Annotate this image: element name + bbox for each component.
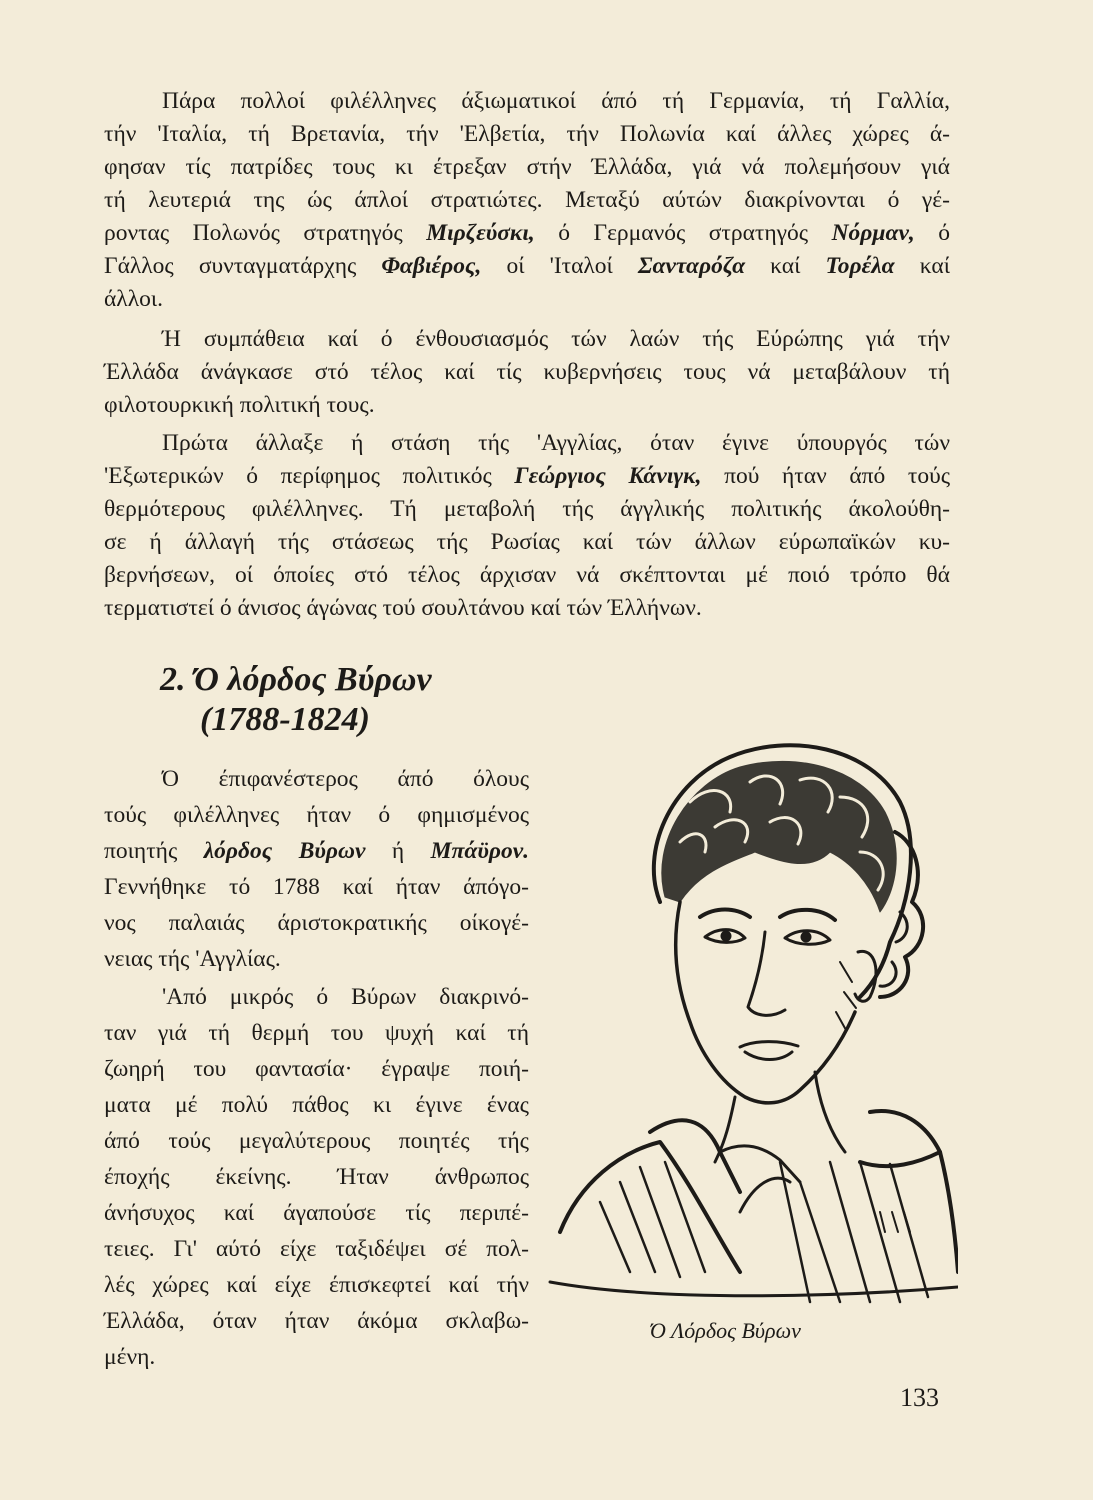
p5-line-10: Έλλάδα, όταν ήταν άκόμα σκλαβω- (104, 1308, 529, 1334)
text-run: Γάλλος συνταγματάρχης (104, 253, 357, 279)
p5-line-2: ταν γιά τή θερμή του ψυχή καί τή (104, 1020, 529, 1046)
portrait-illustration (540, 712, 958, 1312)
p4-line-5: νος παλαιάς άριστοκρατικής οίκογέ- (104, 910, 529, 936)
p1-line-7: άλλοι. (104, 286, 164, 312)
p2-line-1: Ή συμπάθεια καί ό ένθουσιασμός τών λαών τής Εύρώπης γιά τήν (162, 326, 950, 352)
p1-line-1: Πάρα πολλοί φιλέλληνες άξιωματικοί άπό τή Γερμανία, τή Γαλλία, (162, 88, 950, 114)
section-title: Ό λόρδος Βύρων (194, 661, 432, 698)
text-run: ή (391, 838, 405, 864)
text-run: ποιητής (104, 838, 178, 864)
p3-line-4: σε ή άλλαγή τής στάσεως τής Ρωσίας καί τών άλλων εύρωπαϊκών κυ- (104, 529, 950, 555)
p4-line-2: τούς φιλέλληνες ήταν ό φημισμένος (104, 802, 529, 828)
p5-line-6: έποχής έκείνης. Ήταν άνθρωπος (104, 1164, 529, 1190)
text-run: 'Εξωτερικών ό περίφημος πολιτικός (104, 463, 492, 489)
p5-line-3: ζωηρή του φαντασία· έγραψε ποιή- (104, 1056, 529, 1082)
figure-caption: Ό Λόρδος Βύρων (650, 1318, 801, 1343)
text-run: καί (919, 253, 951, 279)
p5-line-4: ματα μέ πολύ πάθος κι έγινε ένας (104, 1092, 529, 1118)
name-torela: Τορέλα (825, 253, 895, 279)
p2-line-2: Έλλάδα άνάγκασε στό τέλος καί τίς κυβερνήσεις τους νά μεταβάλουν τή (104, 359, 950, 385)
p1-line-6 (104, 251, 950, 281)
text-run: καί (770, 253, 801, 279)
section-number: 2. (160, 661, 186, 698)
p4-line-4: Γεννήθηκε τό 1788 καί ήταν άπόγο- (104, 874, 529, 900)
page-number: 133 (900, 1383, 939, 1412)
p3-line-1: Πρώτα άλλαξε ή στάση τής 'Αγγλίας, όταν έγινε ύπουργός τών (162, 430, 950, 456)
p1-line-2: τήν 'Ιταλία, τή Βρετανία, τήν 'Ελβετία, τήν Πολωνία καί άλλες χώρες ά- (104, 121, 950, 147)
p4-line-1: Ό έπιφανέστερος άπό όλους (162, 766, 529, 792)
text-run: ροντας Πολωνός στρατηγός (104, 220, 403, 246)
name-mirzeyski: Μιρζεύσκι, (426, 220, 535, 246)
p3-line-6: τερματιστεί ό άνισος άγώνας τού σουλτάνου καί τών Έλλήνων. (104, 595, 702, 621)
p5-line-11: μένη. (104, 1344, 156, 1370)
p3-line-3: θερμότερους φιλέλληνες. Τή μεταβολή τής άγγλικής πολιτικής άκολούθη- (104, 496, 950, 522)
p5-line-9: λές χώρες καί είχε έπισκεφτεί καί τήν (104, 1272, 529, 1298)
text-run: οί 'Ιταλοί (506, 253, 613, 279)
p1-line-3: φησαν τίς πατρίδες τους κι έτρεξαν στήν Έλλάδα, γιά νά πολεμήσουν γιά (104, 154, 950, 180)
name-norman: Νόρμαν, (831, 220, 915, 246)
p1-line-4: τή λευτεριά της ώς άπλοί στρατιώτες. Μεταξύ αύτών διακρίνονται ό γέ- (104, 187, 950, 213)
text-run: ό (938, 220, 950, 246)
p4-line-3 (104, 836, 529, 866)
p5-line-7: άνήσυχος καί άγαπούσε τίς περιπέ- (104, 1200, 529, 1226)
name-santarosa: Σανταρόζα (637, 253, 746, 279)
p3-line-5: βερνήσεων, οί όποίες στό τέλος άρχισαν νά σκέπτονται μέ ποιό τρόπο θά (104, 562, 950, 588)
p2-line-3: φιλοτουρκική πολιτική τους. (104, 392, 375, 418)
section-years: (1788-1824) (200, 701, 370, 738)
section-heading (160, 660, 432, 700)
name-lord-byron: λόρδος Βύρων (203, 838, 366, 864)
p1-line-5 (104, 218, 950, 248)
text-run: ό Γερμανός στρατηγός (558, 220, 809, 246)
name-canning: Γεώργιος Κάνιγκ, (514, 463, 702, 489)
p3-line-2 (104, 461, 950, 491)
text-run: πού ήταν άπό τούς (724, 463, 951, 489)
p5-line-8: τειες. Γι' αύτό είχε ταξιδέψει σέ πολ- (104, 1236, 529, 1262)
name-byron: Μπάϋρον. (430, 838, 530, 864)
p5-line-5: άπό τούς μεγαλύτερους ποιητές τής (104, 1128, 529, 1154)
p5-line-1: 'Από μικρός ό Βύρων διακρινό- (162, 984, 529, 1010)
p4-line-6: νειας τής 'Αγγλίας. (104, 946, 281, 972)
name-fabvier: Φαβιέρος, (381, 253, 482, 279)
